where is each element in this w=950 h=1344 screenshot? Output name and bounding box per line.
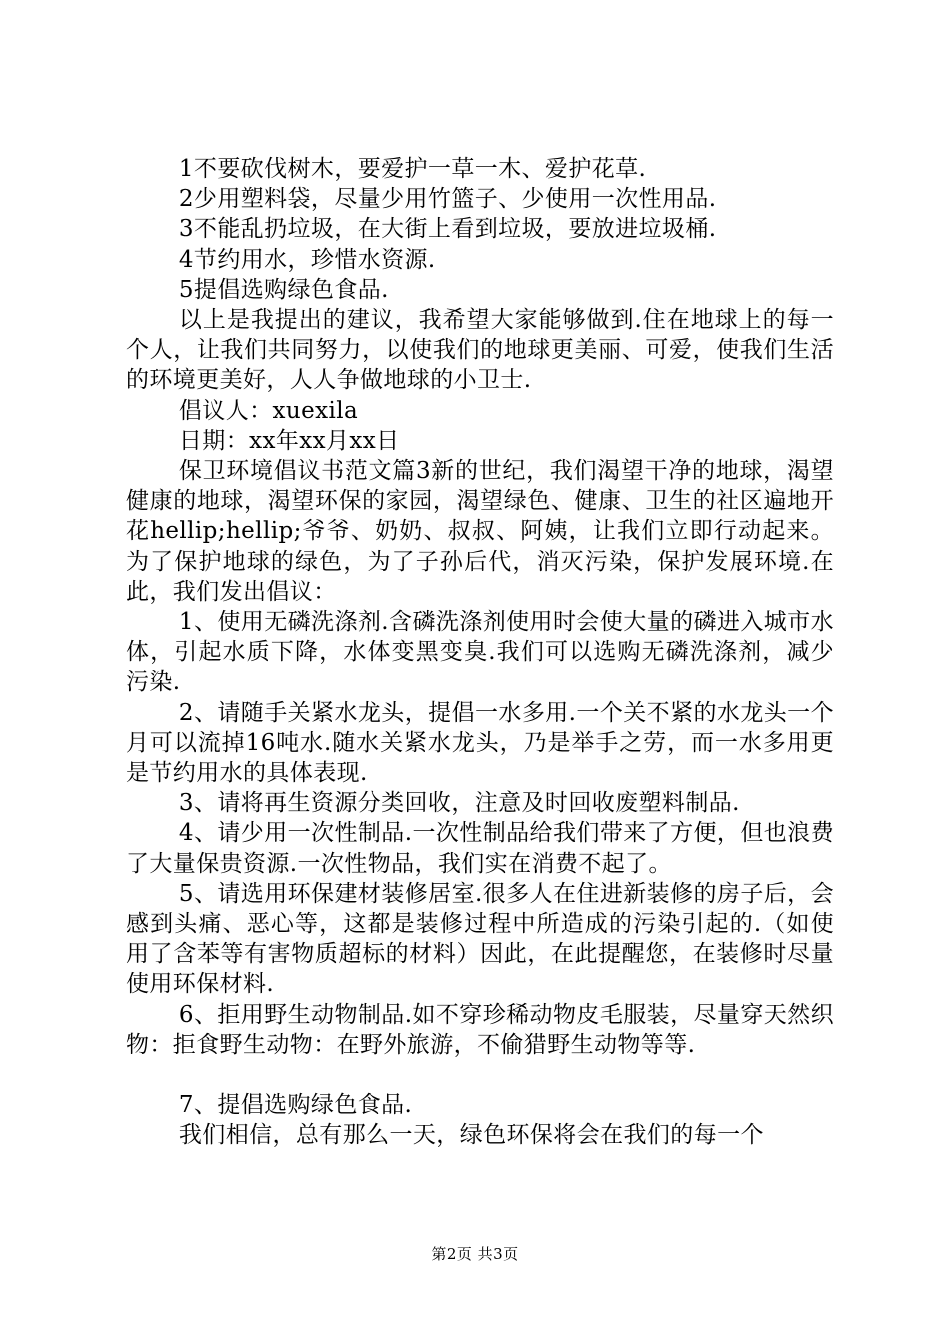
document-body bbox=[126, 154, 834, 1151]
paragraph: 3不能乱扔垃圾，在大街上看到垃圾，要放进垃圾桶. bbox=[178, 216, 717, 243]
paragraph: 2、请随手关紧水龙头，提倡一水多用.一个关不紧的水龙头一个月可以流掉16吨水.随水关紧水龙头，乃是举手之劳，而一水多用更是节约用水的具体表现. bbox=[126, 699, 834, 787]
paragraph: 保卫环境倡议书范文篇3新的世纪，我们渴望干净的地球，渴望健康的地球，渴望环保的家园，渴望绿色、健康、卫生的社区遍地开花hellip;hellip;爷爷、奶奶、叔叔、阿姨，让我们立即行动起来。为了保护地球的绿色，为了子孙后代，消灭污染，保护发展环境.在此，我们发出倡议： bbox=[126, 458, 834, 605]
paragraph: 以上是我提出的建议，我希望大家能够做到.住在地球上的每一个人，让我们共同努力，以使我们的地球更美丽、可爱，使我们生活的环境更美好，人人争做地球的小卫士. bbox=[126, 307, 834, 394]
date-line: 日期：xx年xx月xx日 bbox=[178, 427, 400, 454]
paragraph: 1不要砍伐树木，要爱护一草一木、爱护花草. bbox=[178, 156, 647, 182]
paragraph: 7、提倡选购绿色食品. bbox=[178, 1092, 413, 1119]
paragraph: 4节约用水，珍惜水资源. bbox=[178, 246, 436, 273]
paragraph: 我们相信，总有那么一天，绿色环保将会在我们的每一个 bbox=[178, 1122, 764, 1149]
paragraph: 2少用塑料袋，尽量少用竹篮子、少使用一次性用品. bbox=[178, 186, 717, 213]
paragraph: 4、请少用一次性制品.一次性制品给我们带来了方便，但也浪费了大量保贵资源.一次性物品，我们实在消费不起了。 bbox=[126, 820, 834, 877]
paragraph: 1、使用无磷洗涤剂.含磷洗涤剂使用时会使大量的磷进入城市水体，引起水质下降，水体变黑变臭.我们可以选购无磷洗涤剂，减少污染. bbox=[126, 609, 834, 696]
paragraph-gap bbox=[126, 1060, 834, 1090]
signatory-line: 倡议人：xuexila bbox=[178, 397, 359, 424]
paragraph: 3、请将再生资源分类回收，注意及时回收废塑料制品. bbox=[178, 790, 740, 817]
paragraph: 5提倡选购绿色食品. bbox=[178, 276, 389, 303]
paragraph: 5、请选用环保建材装修居室.很多人在住进新装修的房子后，会感到头痛、恶心等，这都是装修过程中所造成的污染引起的.（如使用了含苯等有害物质超标的材料）因此，在此提醒您，在装修时尽量使用环保材料. bbox=[126, 880, 834, 998]
paragraph: 6、拒用野生动物制品.如不穿珍稀动物皮毛服装，尽量穿天然织物：拒食野生动物：在野外旅游，不偷猎野生动物等等. bbox=[126, 1001, 834, 1058]
page-footer: 第2页 共3页 bbox=[431, 1245, 519, 1263]
